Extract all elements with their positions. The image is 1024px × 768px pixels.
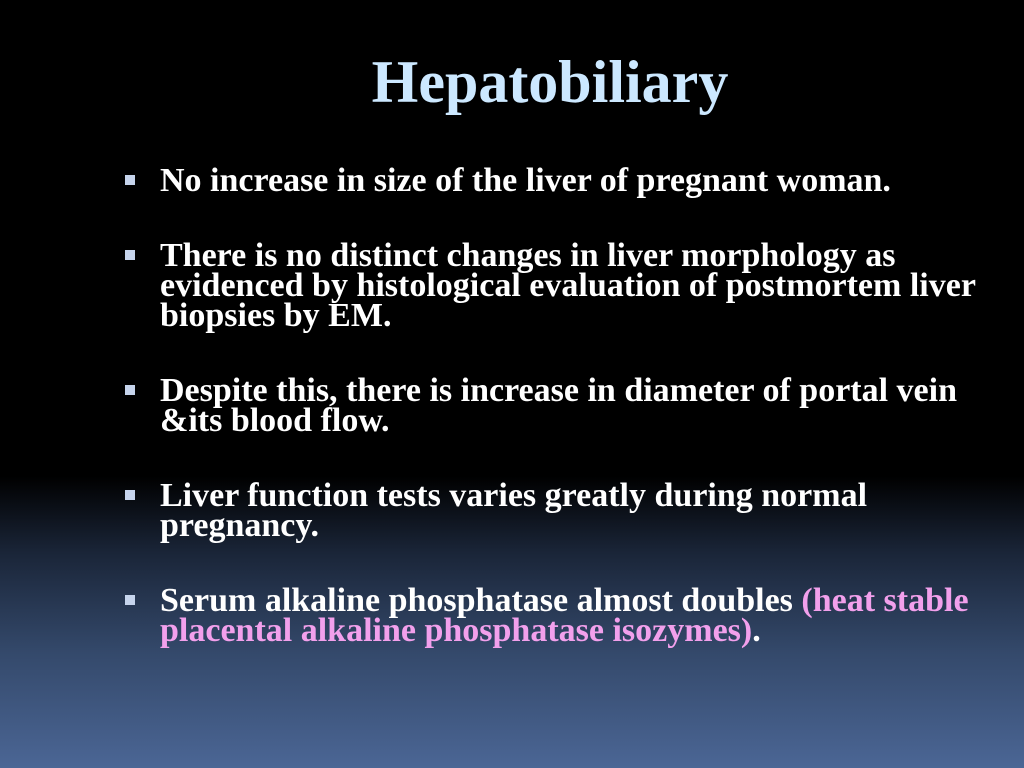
bullet-list (122, 162, 1002, 691)
bullet-text: No increase in size of the liver of pregnant woman. (160, 162, 891, 199)
square-bullet-icon (125, 490, 135, 500)
bullet-text: Liver function tests varies greatly during normal pregnancy. (160, 477, 868, 544)
bullet-text: Despite this, there is increase in diameter of portal vein &its blood flow. (160, 372, 958, 439)
square-bullet-icon (125, 595, 135, 605)
bullet-item (122, 477, 1002, 544)
bullet-text: There is no distinct changes in liver morphology as evidenced by histological evaluation of postmortem liver biopsies by EM. (160, 237, 976, 334)
bullet-item (122, 237, 1002, 334)
square-bullet-icon (125, 175, 135, 185)
slide-title: Hepatobiliary (371, 49, 729, 115)
bullet-item (122, 372, 1002, 439)
bullet-highlight-text: (heat stable placental alkaline phosphatase isozymes) (160, 582, 969, 649)
bullet-item (122, 582, 1002, 649)
bullet-item (122, 162, 1002, 199)
square-bullet-icon (125, 385, 135, 395)
bullet-text: Serum alkaline phosphatase almost doubles (160, 582, 802, 619)
bullet-suffix: . (752, 612, 761, 649)
square-bullet-icon (125, 250, 135, 260)
